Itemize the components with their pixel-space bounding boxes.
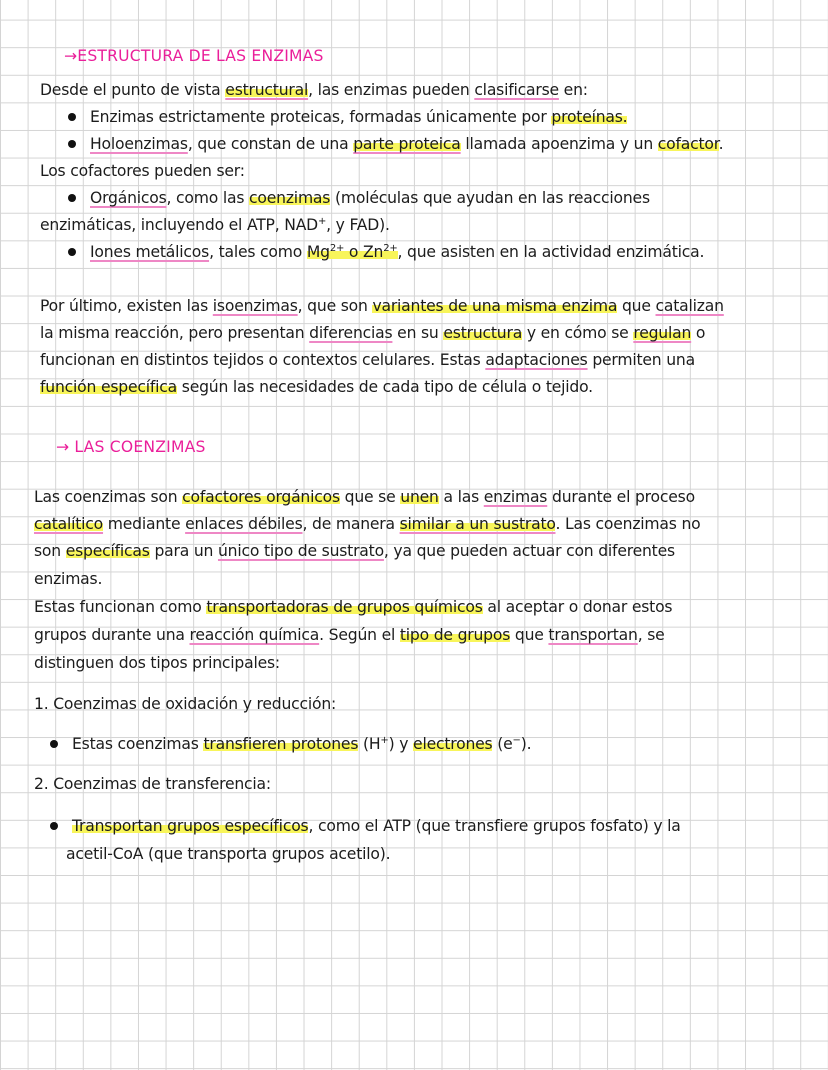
iso-line-2: la misma reacción, pero presentan diferencias en su estructura y en cómo se regulan o [40, 324, 706, 342]
bullet-proteicas: Enzimas estrictamente proteicas, formadas únicamente por proteínas. [68, 104, 627, 132]
iso-line-3: funcionan en distintos tejidos o contextos celulares. Estas adaptaciones permiten una [40, 351, 695, 369]
coenz-p1-line-1: Las coenzimas son cofactores orgánicos que se unen a las enzimas durante el proceso [34, 488, 695, 506]
iso-line-1: Por último, existen las isoenzimas, que son variantes de una misma enzima que catalizan [40, 297, 724, 315]
item2-bullet-cont: acetil-CoA (que transporta grupos acetilo). [66, 845, 391, 863]
cofactors-label: Los cofactores pueden ser: [40, 162, 245, 180]
bullet-dot [50, 822, 58, 830]
item1-heading: 1. Coenzimas de oxidación y reducción: [34, 695, 337, 713]
coenz-p1-line-4: enzimas. [34, 570, 103, 588]
bullet-iones: Iones metálicos, tales como $Mg^{2+}$ o $Zn^{2+}$, que asisten en la actividad enzimática. [68, 239, 704, 267]
coenz-p2-line-1: Estas funcionan como transportadoras de grupos químicos al aceptar o donar estos [34, 598, 673, 616]
bullet-dot [68, 194, 76, 202]
bullet-dot [68, 113, 76, 121]
bullet-dot [50, 740, 58, 748]
section-title-coenzimas: → LAS COENZIMAS [56, 438, 206, 456]
bullet-organicos: Orgánicos, como las coenzimas (moléculas que ayudan en las reacciones [68, 185, 650, 213]
coenz-p2-line-3: distinguen dos tipos principales: [34, 654, 280, 672]
section-title-estructura: →ESTRUCTURA DE LAS ENZIMAS [64, 47, 324, 65]
item2-bullet: Transportan grupos específicos, como el ATP (que transfiere grupos fosfato) y la [50, 813, 681, 841]
bullet-holoenzimas: Holoenzimas, que constan de una parte proteica llamada apoenzima y un cofactor. [68, 131, 723, 159]
iso-line-4: función específica según las necesidades de cada tipo de célula o tejido. [40, 378, 593, 396]
bullet-dot [68, 248, 76, 256]
item2-heading: 2. Coenzimas de transferencia: [34, 775, 271, 793]
intro-line: Desde el punto de vista estructural, las enzimas pueden clasificarse en: [40, 81, 588, 99]
coenz-p1-line-3: son específicas para un único tipo de sustrato, ya que pueden actuar con diferentes [34, 542, 675, 560]
bullet-organicos-cont: enzimáticas, incluyendo el ATP, NAD+, y FAD). [40, 215, 390, 234]
bullet-dot [68, 140, 76, 148]
item1-bullet: Estas coenzimas transfieren protones (H+) y electrones (e−). [50, 731, 531, 759]
coenz-p1-line-2: catalítico mediante enlaces débiles, de manera similar a un sustrato. Las coenzimas no [34, 515, 701, 533]
coenz-p2-line-2: grupos durante una reacción química. Según el tipo de grupos que transportan, se [34, 626, 665, 644]
